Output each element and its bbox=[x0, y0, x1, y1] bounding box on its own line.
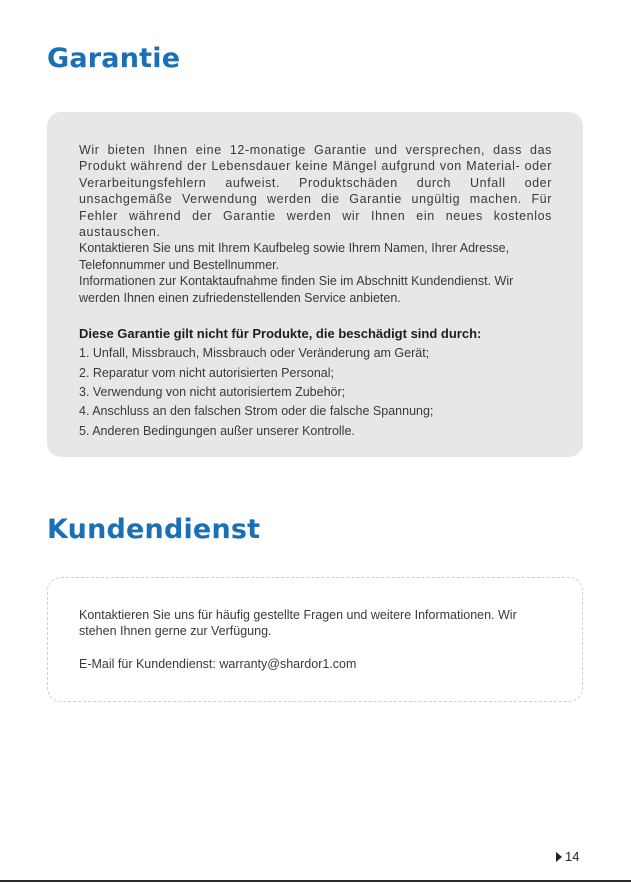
garantie-box bbox=[47, 112, 583, 457]
list-item: 5. Anderen Bedingungen außer unserer Kontrolle. bbox=[79, 423, 355, 438]
garantie-paragraph-3: Informationen zur Kontaktaufnahme finden Sie im Abschnitt Kundendienst. Wir werden Ihnen einen zufriedenstellenden Service anbieten. bbox=[79, 274, 514, 305]
list-item: 4. Anschluss an den falschen Strom oder die falsche Spannung; bbox=[79, 404, 434, 419]
page-number-text: 14 bbox=[565, 849, 580, 864]
kundendienst-box bbox=[47, 577, 583, 702]
garantie-paragraph-2: Kontaktieren Sie uns mit Ihrem Kaufbeleg sowie Ihrem Namen, Ihrer Adresse, Telefonnummer und Bestellnummer. bbox=[79, 241, 510, 272]
triangle-right-icon bbox=[556, 852, 562, 862]
footer-divider bbox=[0, 880, 631, 882]
exclusions-list bbox=[79, 344, 552, 440]
page-number bbox=[556, 849, 579, 864]
garantie-paragraph-1: Wir bieten Ihnen eine 12-monatige Garantie und versprechen, dass das Produkt während der Lebensdauer keine Mängel aufgrund von Material- oder Verarbeitungsfehlern aufweist. Produktschäden durch Unfall oder unsachgemäße Verwendung werden die Garantie ungültig machen. Für Fehler während der Garantie werden wir Ihnen ein neues kostenlos austauschen. bbox=[79, 143, 552, 240]
exclusions-heading: Diese Garantie gilt nicht für Produkte, die beschädigt sind durch: bbox=[79, 326, 482, 342]
list-item: 1. Unfall, Missbrauch, Missbrauch oder Veränderung am Gerät; bbox=[79, 346, 430, 361]
list-item: 3. Verwendung von nicht autorisiertem Zubehör; bbox=[79, 385, 346, 400]
kundendienst-title: Kundendienst bbox=[47, 514, 261, 545]
garantie-title: Garantie bbox=[47, 43, 181, 74]
email-line: E-Mail für Kundendienst: warranty@shardor1.com bbox=[79, 656, 357, 671]
list-item: 2. Reparatur vom nicht autorisierten Personal; bbox=[79, 365, 334, 380]
kundendienst-paragraph: Kontaktieren Sie uns für häufig gestellte Fragen und weitere Informationen. Wir stehen Ihnen gerne zur Verfügung. bbox=[79, 608, 517, 639]
